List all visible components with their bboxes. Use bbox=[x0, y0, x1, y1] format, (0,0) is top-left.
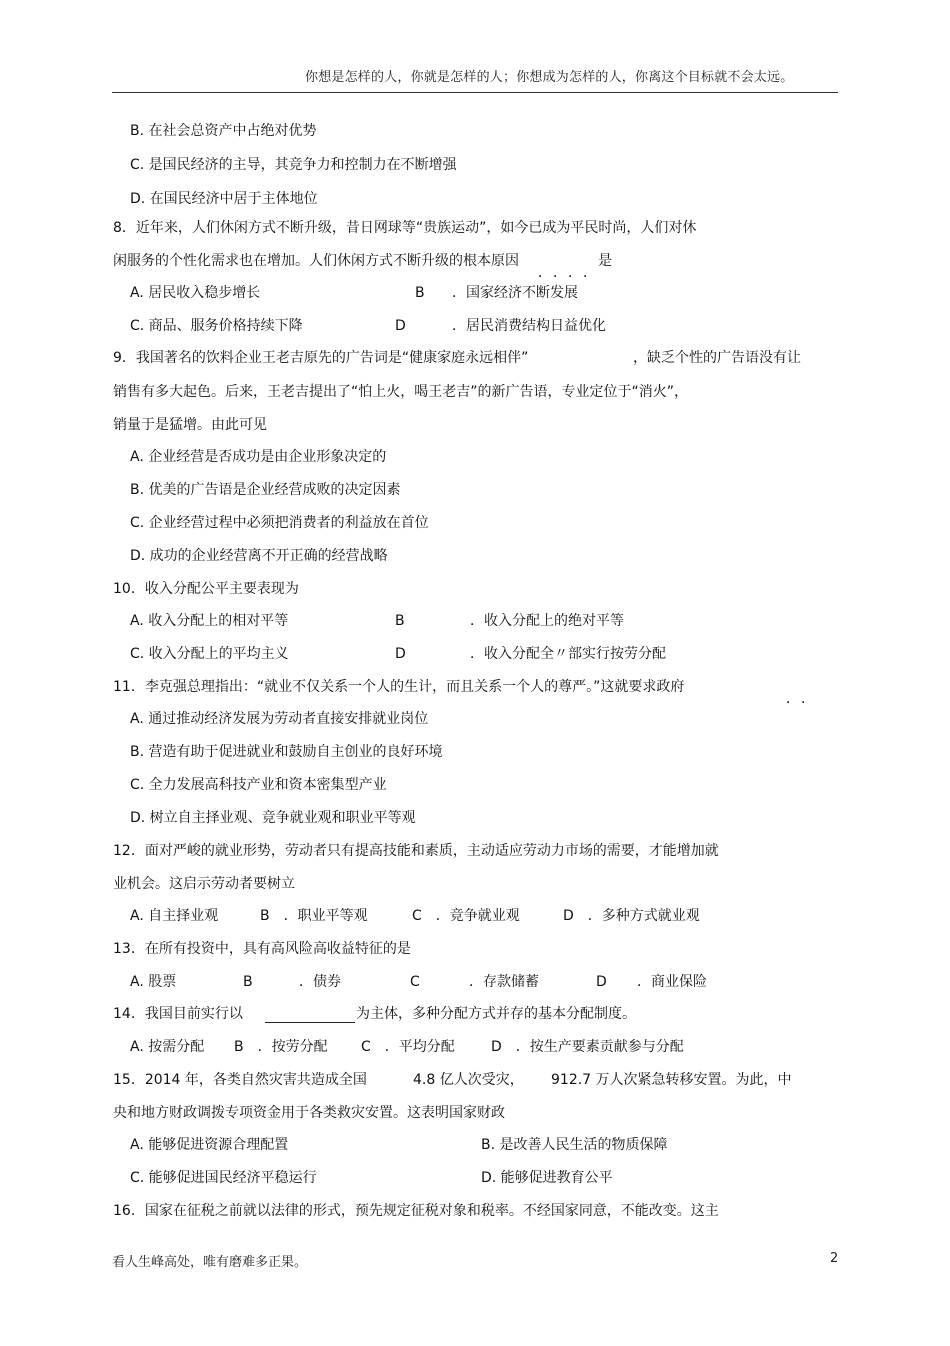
text-line: 销量于是猛增。由此可见 bbox=[113, 417, 267, 433]
text-line: 13．在所有投资中，具有高风险高收益特征的是 bbox=[113, 941, 411, 957]
text-line: D bbox=[395, 318, 406, 334]
text-line: 912.7 万人次紧急转移安置。为此，中 bbox=[551, 1072, 792, 1088]
text-line: 销售有多大起色。后来，王老吉提出了“怕上火，喝王老吉”的新广告语，专业定位于“消火”， bbox=[113, 384, 689, 400]
text-line: 9．我国著名的饮料企业王老吉原先的广告词是“健康家庭永远相伴” bbox=[113, 350, 529, 366]
header-motto: 你想是怎样的人，你就是怎样的人；你想成为怎样的人，你离这个目标就不会太远。 bbox=[305, 70, 794, 85]
text-line: 是 bbox=[598, 253, 612, 269]
page-number: 2 bbox=[830, 1251, 839, 1266]
header-divider bbox=[112, 92, 838, 93]
text-line: A. 收入分配上的相对平等 bbox=[130, 613, 289, 629]
text-line: A. 自主择业观 bbox=[130, 908, 219, 924]
text-line: D. 树立自主择业观、竞争就业观和职业平等观 bbox=[130, 810, 416, 826]
emphasis-dots: ．． bbox=[786, 691, 823, 707]
text-line: 10．收入分配公平主要表现为 bbox=[113, 581, 299, 597]
text-line: ，缺乏个性的广告语没有让 bbox=[633, 350, 801, 366]
text-line: 14．我国目前实行以 bbox=[113, 1006, 243, 1022]
text-line: A. 股票 bbox=[130, 974, 177, 990]
text-line: D bbox=[395, 646, 406, 662]
text-line: C. 全力发展高科技产业和资本密集型产业 bbox=[130, 777, 387, 793]
text-line: A. 能够促进资源合理配置 bbox=[130, 1137, 289, 1153]
text-line: C bbox=[410, 974, 420, 990]
text-line: C. 收入分配上的平均主义 bbox=[130, 646, 289, 662]
text-line: ．国家经济不断发展 bbox=[452, 285, 578, 301]
text-line: B. 营造有助于促进就业和鼓励自主创业的良好环境 bbox=[130, 744, 443, 760]
fill-in-blank-line bbox=[265, 1022, 355, 1023]
emphasis-dots: ．．．． bbox=[538, 265, 605, 281]
text-line: D. 在国民经济中居于主体地位 bbox=[130, 191, 318, 207]
text-line: B bbox=[415, 285, 425, 301]
text-line: 4.8 亿人次受灾， bbox=[413, 1072, 524, 1088]
text-line: B ．按劳分配 bbox=[234, 1039, 328, 1055]
text-line: 11．李克强总理指出：“就业不仅关系一个人的生计，而且关系一个人的尊严。”这就要求政府 bbox=[113, 679, 685, 695]
text-line: C ．竞争就业观 bbox=[412, 908, 520, 924]
text-line: D. 成功的企业经营离不开正确的经营战略 bbox=[130, 548, 388, 564]
text-line: A. 企业经营是否成功是由企业形象决定的 bbox=[130, 449, 387, 465]
text-line: 15．2014 年，各类自然灾害共造成全国 bbox=[113, 1072, 367, 1088]
text-line: ．居民消费结构日益优化 bbox=[452, 318, 606, 334]
text-line: D ．多种方式就业观 bbox=[563, 908, 700, 924]
text-line: 为主体，多种分配方式并存的基本分配制度。 bbox=[356, 1006, 636, 1022]
text-line: B ．职业平等观 bbox=[260, 908, 368, 924]
footer-quote: 看人生峰高处，唯有磨难多正果。 bbox=[112, 1255, 308, 1270]
text-line: C. 是国民经济的主导，其竞争力和控制力在不断增强 bbox=[130, 157, 457, 173]
text-line: ．收入分配上的绝对平等 bbox=[470, 613, 624, 629]
text-line: ．收入分配全〃部实行按劳分配 bbox=[470, 646, 666, 662]
text-line: 央和地方财政调拨专项资金用于各类救灾安置。这表明国家财政 bbox=[113, 1105, 505, 1121]
text-line: B bbox=[395, 613, 405, 629]
text-line: 16．国家在征税之前就以法律的形式，预先规定征税对象和税率。不经国家同意，不能改变。这主 bbox=[113, 1203, 719, 1219]
text-line: C. 商品、服务价格持续下降 bbox=[130, 318, 303, 334]
text-line: A. 按需分配 bbox=[130, 1039, 205, 1055]
text-line: ．商业保险 bbox=[637, 974, 707, 990]
text-line: 8．近年来，人们休闲方式不断升级，昔日网球等“贵族运动”，如今已成为平民时尚，人们对休 bbox=[113, 220, 697, 236]
text-line: ．存款储蓄 bbox=[469, 974, 539, 990]
text-line: B bbox=[243, 974, 253, 990]
text-line: D bbox=[596, 974, 607, 990]
text-line: 业机会。这启示劳动者要树立 bbox=[113, 876, 295, 892]
text-line: ．债券 bbox=[299, 974, 341, 990]
text-line: A. 居民收入稳步增长 bbox=[130, 285, 261, 301]
text-line: C ．平均分配 bbox=[361, 1039, 455, 1055]
text-line: B. 在社会总资产中占绝对优势 bbox=[130, 123, 317, 139]
text-line: C. 能够促进国民经济平稳运行 bbox=[130, 1170, 317, 1186]
text-line: 12．面对严峻的就业形势，劳动者只有提高技能和素质，主动适应劳动力市场的需要，才能增加就 bbox=[113, 843, 719, 859]
text-line: D ．按生产要素贡献参与分配 bbox=[491, 1039, 684, 1055]
text-line: C. 企业经营过程中必须把消费者的利益放在首位 bbox=[130, 515, 429, 531]
text-line: D. 能够促进教育公平 bbox=[481, 1170, 613, 1186]
text-line: B. 优美的广告语是企业经营成败的决定因素 bbox=[130, 482, 401, 498]
text-line: B. 是改善人民生活的物质保障 bbox=[481, 1137, 668, 1153]
text-line: A. 通过推动经济发展为劳动者直接安排就业岗位 bbox=[130, 711, 429, 727]
text-line: 闲服务的个性化需求也在增加。人们休闲方式不断升级的根本原因 bbox=[113, 253, 519, 269]
